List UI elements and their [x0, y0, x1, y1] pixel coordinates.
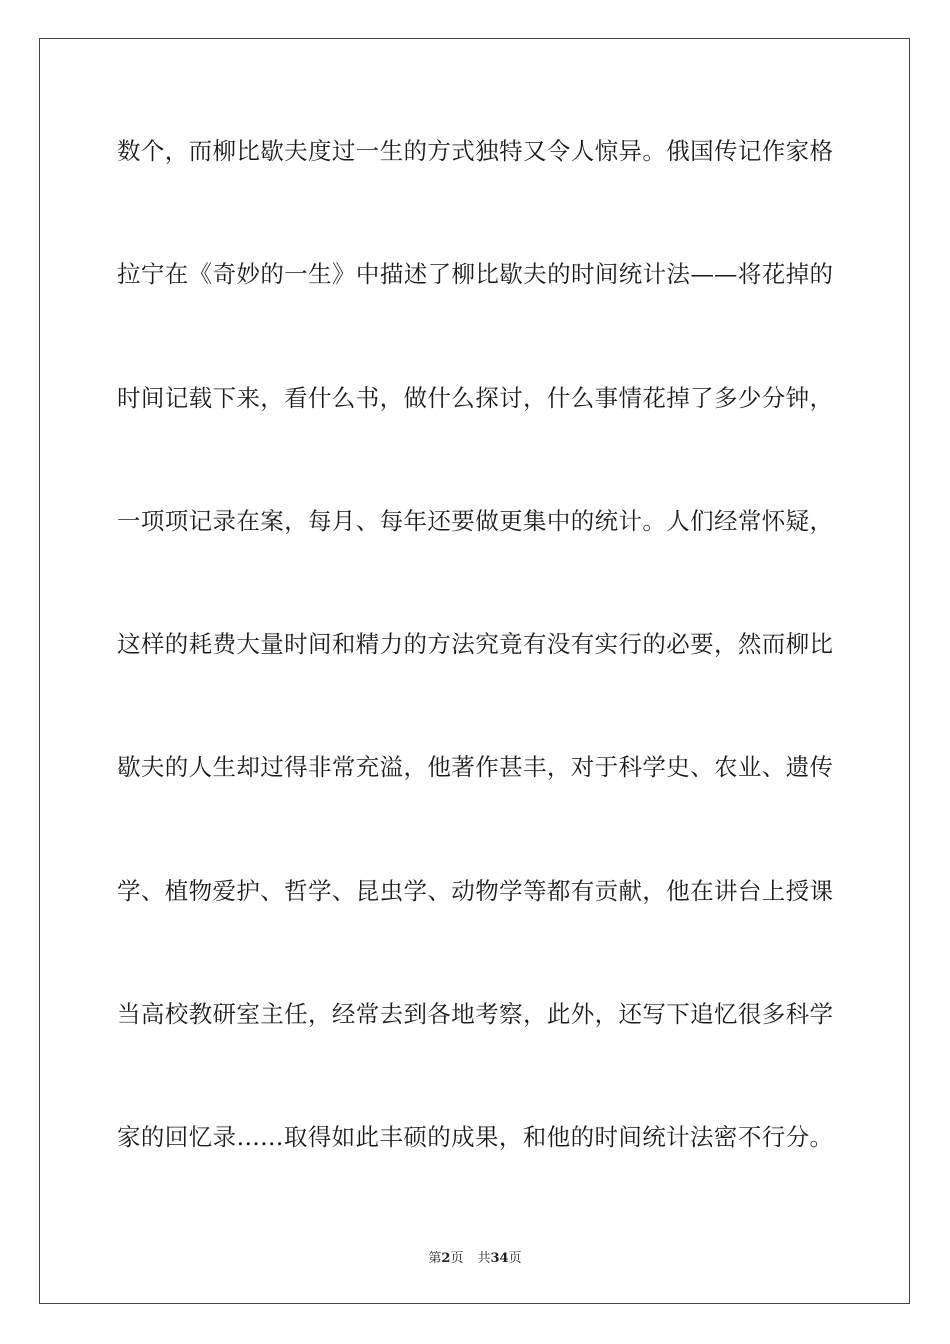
page-suffix: 页 [450, 1251, 464, 1266]
text-line: 学、植物爱护、哲学、昆虫学、动物学等都有贡献，他在讲台上授课 [117, 876, 833, 905]
text-line: 时间记载下来，看什么书，做什么探讨，什么事情花掉了多少分钟， [117, 383, 833, 412]
text-line: 数个，而柳比歇夫度过一生的方式独特又令人惊异。俄国传记作家格 [117, 137, 833, 165]
page-footer [0, 1247, 950, 1266]
total-suffix: 页 [508, 1251, 522, 1266]
text-line: 这样的耗费大量时间和精力的方法究竟有没有实行的必要，然而柳比 [117, 630, 833, 659]
text-line: 家的回忆录……取得如此丰硕的成果，和他的时间统计法密不行分。 [117, 1123, 833, 1152]
page-prefix: 第 [428, 1251, 442, 1266]
body-text [117, 121, 833, 1231]
total-prefix: 共 [477, 1251, 491, 1266]
text-line: 歇夫的人生却过得非常充溢，他著作甚丰，对于科学史、农业、遗传 [117, 753, 833, 782]
text-line: 一项项记录在案，每月、每年还要做更集中的统计。人们经常怀疑， [117, 506, 833, 535]
text-line: 拉宁在《奇妙的一生》中描述了柳比歇夫的时间统计法——将花掉的 [117, 260, 833, 289]
total-pages: 34 [490, 1251, 509, 1266]
text-line: 当高校教研室主任，经常去到各地考察，此外，还写下追忆很多科学 [117, 1000, 833, 1029]
page-number: 2 [441, 1251, 451, 1266]
